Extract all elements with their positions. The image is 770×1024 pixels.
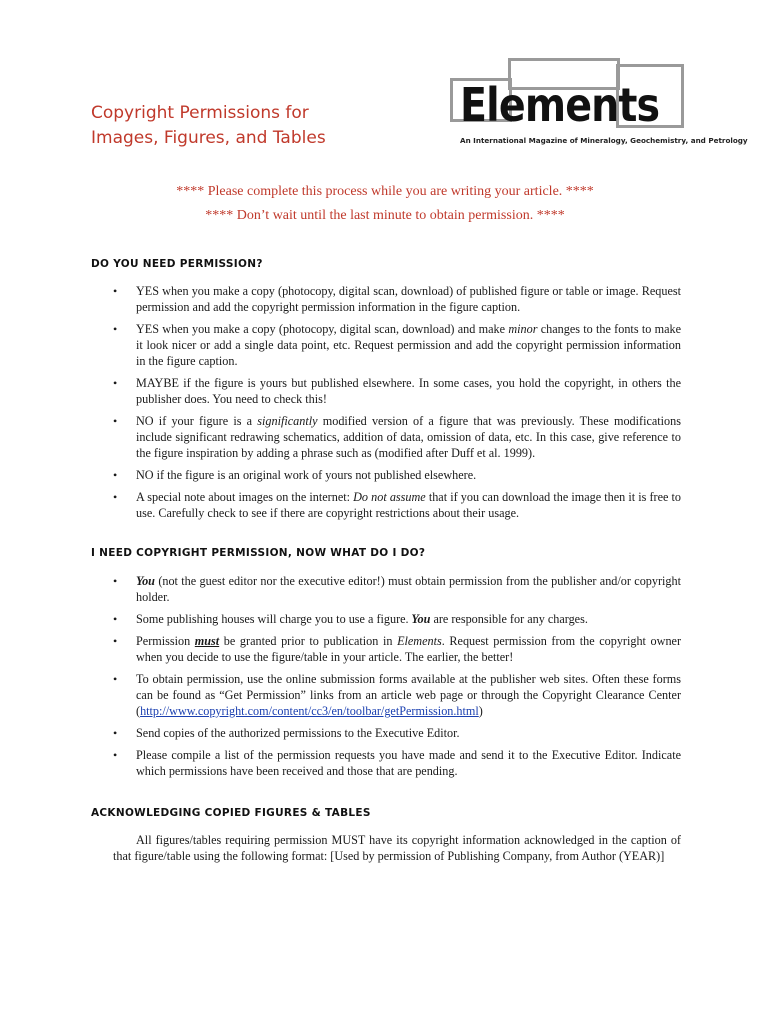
list-item: • You (not the guest editor nor the executive editor!) must obtain permission from the publisher and/or copyright holder. xyxy=(113,573,681,605)
section-heading-need-permission: DO YOU NEED PERMISSION? xyxy=(91,258,263,270)
notice-line-2: **** Don’t wait until the last minute to obtain permission. **** xyxy=(205,208,565,223)
section-heading-acknowledging: ACKNOWLEDGING COPIED FIGURES & TABLES xyxy=(91,807,371,819)
section-heading-what-to-do: I NEED COPYRIGHT PERMISSION, NOW WHAT DO I DO? xyxy=(91,547,426,559)
logo-tagline: An International Magazine of Mineralogy, Geochemistry, and Petrology xyxy=(460,136,748,145)
list-item: • NO if your figure is a significantly modified version of a figure that was previously. These modifications include significant redrawing schematics, addition of data, omission of data, etc. In this case, give reference to the figure inspiration by adding a phrase such as (modified after Duff et al. 1999). xyxy=(113,413,681,461)
copyright-clearance-link[interactable]: http://www.copyright.com/content/cc3/en/toolbar/getPermission.html xyxy=(140,704,479,718)
acknowledgement-paragraph: All figures/tables requiring permission MUST have its copyright information acknowledged in the caption of that figure/table using the following format: [Used by permission of Publishing Company, from Author (YEAR)] xyxy=(113,833,681,863)
list-item: • YES when you make a copy (photocopy, digital scan, download) and make minor changes to the fonts to make it look nicer or add a single data point, etc. Request permission and add the copyright permission information in the figure caption. xyxy=(113,321,681,369)
notice-line-1: **** Please complete this process while you are writing your article. **** xyxy=(176,184,594,199)
list-item: • NO if the figure is an original work of yours not published elsewhere. xyxy=(113,467,681,483)
list-item: • Permission must be granted prior to publication in Elements. Request permission from the copyright owner when you decide to use the figure/table in your article. The earlier, the better! xyxy=(113,633,681,665)
list-item: • YES when you make a copy (photocopy, digital scan, download) of published figure or table or image. Request permission and add the copyright permission information in the figure caption. xyxy=(113,283,681,315)
list-item-text: To obtain permission, use the online submission forms available at the publisher web sites. Often these forms can be found as “Get Permission” links from an article web page or through the Copyright Clearance Center ( xyxy=(136,672,681,718)
logo-wordmark: Elements xyxy=(460,78,660,132)
elements-logo xyxy=(450,58,748,158)
list-item: • MAYBE if the figure is yours but published elsewhere. In some cases, you hold the copyright, in others the publisher does. You need to check this! xyxy=(113,375,681,407)
title-line-1: Copyright Permissions for xyxy=(91,103,309,123)
link-close-paren: ) xyxy=(478,704,483,718)
what-to-do-list xyxy=(113,573,681,785)
need-permission-list xyxy=(113,283,681,527)
list-item: • Please compile a list of the permission requests you have made and send it to the Executive Editor. Indicate which permissions have been received and those that are pending. xyxy=(113,747,681,779)
title-line-2: Images, Figures, and Tables xyxy=(91,128,326,148)
list-item: • Some publishing houses will charge you to use a figure. You are responsible for any charges. xyxy=(113,611,681,627)
list-item: • A special note about images on the internet: Do not assume that if you can download the image then it is free to use. Carefully check to see if there are copyright restrictions about their usage. xyxy=(113,489,681,521)
list-item: • Send copies of the authorized permissions to the Executive Editor. xyxy=(113,725,681,741)
document-title xyxy=(91,101,326,151)
list-item xyxy=(113,671,681,719)
